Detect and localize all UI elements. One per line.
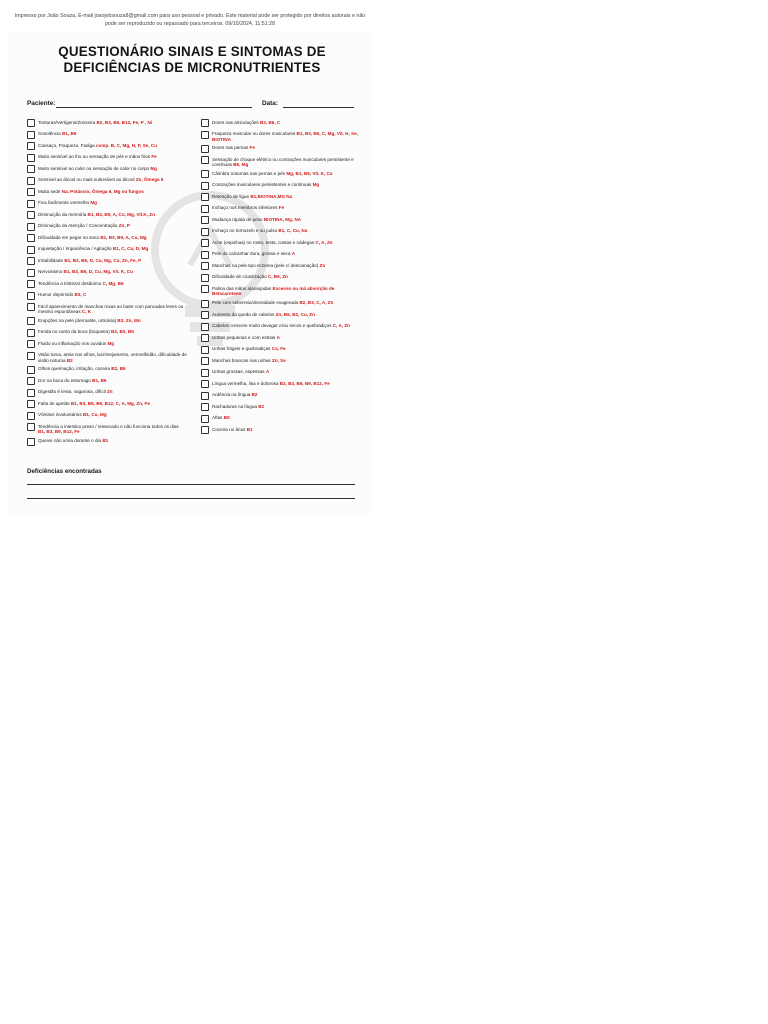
symptom-label <box>27 222 187 229</box>
symptom-label <box>201 379 361 386</box>
symptom-label <box>27 388 187 395</box>
symptom-item <box>27 388 187 398</box>
symptom-label <box>201 345 361 352</box>
symptom-item <box>201 273 361 283</box>
symptom-checkbox[interactable] <box>201 300 209 308</box>
symptom-text: Aftas <box>212 415 224 421</box>
symptom-item <box>27 153 187 163</box>
symptom-nutrients: B2, B6 <box>111 366 126 372</box>
symptom-label <box>201 215 361 222</box>
symptom-label <box>27 328 187 335</box>
symptom-item <box>201 414 361 424</box>
symptom-label <box>201 414 361 421</box>
symptom-nutrients: B1, Cu, Mg <box>82 412 107 418</box>
symptom-nutrients: B2, B3, B6, B12, Fe, P , Ni <box>96 119 153 125</box>
symptom-nutrients: B1, B3, B9, B12, Fe <box>38 429 80 435</box>
symptom-nutrients: B1, B3, B6, B9, B12, C, A, Mg, Zn, Fe <box>70 400 150 406</box>
symptom-checkbox[interactable] <box>201 334 209 342</box>
symptom-item <box>27 222 187 232</box>
symptom-text: Tendência a tristeza/ desânimo <box>38 280 103 286</box>
symptom-label <box>201 391 361 398</box>
symptom-nutrients: A <box>265 369 270 375</box>
symptom-checkbox[interactable] <box>27 389 35 397</box>
symptom-item <box>201 379 361 389</box>
symptom-checkbox[interactable] <box>27 269 35 277</box>
symptom-nutrients: B9 <box>223 415 230 421</box>
symptom-text: Digestão é lenta, vagarosa, difícil <box>38 389 107 395</box>
date-field[interactable] <box>283 107 354 108</box>
symptom-label <box>27 176 187 183</box>
symptom-nutrients: Zn <box>319 262 326 268</box>
symptom-text: Falta de apetite <box>38 400 71 406</box>
symptom-label <box>201 144 361 151</box>
symptom-nutrients: Mg <box>312 182 320 188</box>
symptom-item <box>201 155 361 168</box>
symptoms-right-column <box>201 118 361 437</box>
symptom-label <box>27 422 187 435</box>
symptom-text: Aumento da queda de cabelos <box>212 311 276 317</box>
symptom-nutrients: B1, B3, B6, D, Cu, Mg, Vit. K, Cu <box>63 269 133 274</box>
symptom-checkbox[interactable] <box>27 223 35 231</box>
symptom-item <box>27 411 187 421</box>
symptom-label <box>201 192 361 199</box>
symptom-checkbox[interactable] <box>201 346 209 354</box>
symptom-text: Pele do calcanhar dura, grossa e seca <box>212 251 292 257</box>
symptom-nutrients: A <box>276 334 280 340</box>
symptom-label <box>201 130 361 143</box>
symptom-label <box>27 130 187 137</box>
symptom-text: Queixe não urina durante o dia <box>38 438 103 444</box>
symptom-nutrients: B1,BIOTINA,MG Na <box>250 193 293 199</box>
symptom-label <box>201 238 361 245</box>
symptom-text: Contrações musculares persistentes e contínuas <box>212 182 313 188</box>
symptom-item <box>201 322 361 332</box>
symptom-nutrients: C, K <box>81 309 92 315</box>
symptom-label <box>201 356 361 363</box>
symptom-checkbox[interactable] <box>201 357 209 365</box>
symptom-item <box>27 339 187 349</box>
symptom-text: Inchaço nos membros inferiores <box>212 205 279 211</box>
symptom-label <box>27 376 187 383</box>
symptom-nutrients: Ca, Fe <box>271 346 286 352</box>
symptom-nutrients: A <box>291 251 296 257</box>
symptom-checkbox[interactable] <box>27 366 35 374</box>
symptom-checkbox[interactable] <box>201 239 209 247</box>
symptom-item <box>201 215 361 225</box>
symptom-item <box>201 356 361 366</box>
symptom-item <box>27 328 187 338</box>
symptom-nutrients: B1, C, Cu, Na <box>278 228 308 234</box>
symptom-item <box>201 284 361 297</box>
symptom-text: Diminuição da Atenção / Concentração <box>38 223 119 228</box>
symptom-text: Olhos queimação, irritação, coceira <box>38 366 112 372</box>
symptom-item <box>201 310 361 320</box>
symptom-checkbox[interactable] <box>27 340 35 348</box>
symptom-checkbox[interactable] <box>27 257 35 265</box>
symptom-checkbox[interactable] <box>201 285 209 293</box>
symptom-text: Retenção de ligue <box>212 193 251 199</box>
symptom-checkbox[interactable] <box>27 423 35 431</box>
symptom-label <box>201 299 361 306</box>
symptom-text: Dores nas articulações <box>212 119 261 125</box>
symptom-checkbox[interactable] <box>201 251 209 259</box>
symptom-nutrients: C, Mg, B6 <box>102 280 124 286</box>
symptom-nutrients: Mg, B1, B6, Vit. K, Ca <box>286 170 333 176</box>
symptom-item <box>201 333 361 343</box>
deficiencies-line-2[interactable] <box>27 498 355 499</box>
symptom-text: Unhas frágeis e quebradiças <box>212 346 272 352</box>
symptom-label <box>27 199 187 206</box>
symptom-checkbox[interactable] <box>201 193 209 201</box>
symptom-nutrients: Mg <box>107 340 115 346</box>
symptom-nutrients: Excesso ou má absorção de Betacaroteno <box>212 285 335 297</box>
symptom-nutrients: Zn, P <box>118 223 130 228</box>
symptom-checkbox[interactable] <box>27 119 35 127</box>
symptom-checkbox[interactable] <box>201 392 209 400</box>
symptom-text: Sensível ao álcool ou mais vulnerável ao álcool <box>38 177 136 182</box>
symptom-nutrients: B1 <box>102 438 109 444</box>
symptom-checkbox[interactable] <box>201 131 209 139</box>
symptom-item <box>201 391 361 401</box>
symptom-text: Erupções na pele (dermatite, urticária) <box>38 317 118 323</box>
symptom-item <box>27 316 187 326</box>
symptom-checkbox[interactable] <box>201 262 209 270</box>
symptom-label <box>201 181 361 188</box>
symptom-checkbox[interactable] <box>201 380 209 388</box>
symptom-checkbox[interactable] <box>27 329 35 337</box>
symptom-label <box>201 402 361 409</box>
symptom-nutrients: C, A, Zn <box>315 239 333 245</box>
symptom-text: Visão turva, areia nos olhos, lacrimejamento, vermelhidão, dificuldade de visão noturna <box>38 352 187 363</box>
symptom-item <box>201 169 361 179</box>
symptom-label <box>27 411 187 418</box>
symptom-item <box>27 187 187 197</box>
symptom-text: Manchas na pele tipo eczema (pele c/ descamação) <box>212 262 320 268</box>
symptom-text: Cansaço, Fraqueza, Fadiga <box>38 142 96 148</box>
symptom-text: Irritabilidade <box>38 257 65 263</box>
symptom-checkbox[interactable] <box>201 228 209 236</box>
symptom-nutrients: comp. B, C, Mg, H, P, Se, Cu <box>95 142 157 148</box>
symptom-checkbox[interactable] <box>201 156 209 164</box>
symptom-label <box>27 316 187 323</box>
symptom-text: Mudança rápida de peso <box>212 216 264 222</box>
symptom-text: Muita sede <box>38 188 62 194</box>
symptom-nutrients: B6, Mg <box>233 162 249 168</box>
symptom-nutrients: B1, B3, B9, A, Cu, Mg <box>100 234 147 240</box>
symptom-text: Dores nas pernas <box>212 145 250 151</box>
symptom-item <box>27 199 187 209</box>
symptom-checkbox[interactable] <box>27 211 35 219</box>
symptom-nutrients: B1, B6 <box>62 131 77 136</box>
symptom-label <box>27 233 187 240</box>
symptom-checkbox[interactable] <box>201 426 209 434</box>
symptom-nutrients: B2 <box>251 392 258 398</box>
symptom-checkbox[interactable] <box>201 145 209 153</box>
symptom-label <box>27 279 187 286</box>
symptom-checkbox[interactable] <box>201 205 209 213</box>
symptom-item <box>27 164 187 174</box>
symptom-item <box>201 261 361 271</box>
symptom-text: Sonolência <box>38 131 63 136</box>
title-line-1: QUESTIONÁRIO SINAIS E SINTOMAS DE <box>58 44 326 59</box>
symptom-item <box>27 130 187 140</box>
symptom-nutrients: B2, B3, B6 <box>111 329 134 335</box>
symptom-label <box>27 302 187 315</box>
document-title <box>20 44 364 76</box>
symptom-label <box>27 256 187 263</box>
symptom-label <box>27 118 187 125</box>
symptom-label <box>201 261 361 268</box>
symptom-item <box>27 399 187 409</box>
symptom-checkbox[interactable] <box>27 412 35 420</box>
symptom-text: Inquietação / Impaciência / Agitação <box>38 246 113 251</box>
symptom-label <box>27 291 187 298</box>
symptom-label <box>27 187 187 194</box>
symptom-item <box>201 144 361 154</box>
symptom-item <box>27 268 187 278</box>
symptom-label <box>27 399 187 406</box>
symptom-nutrients: Mg <box>150 165 157 171</box>
patient-field[interactable] <box>56 107 252 108</box>
symptom-text: Tendência a intestino preso / ressecado e não funciona todos os dias <box>38 423 179 429</box>
symptom-nutrients: Fe <box>151 154 157 159</box>
symptom-text: Muito sensível ao calor ou sensação de calor no corpo <box>38 165 151 171</box>
symptom-nutrients: B2 <box>66 357 73 363</box>
symptom-label <box>27 153 187 160</box>
symptom-text: Ferida no canto da boca (boqueira) <box>38 329 112 335</box>
symptom-label <box>27 210 187 217</box>
symptom-item <box>27 245 187 255</box>
symptom-nutrients: B1, B3, B6, C, Mg, Vit. H, Se, BIOTINA <box>212 131 358 142</box>
symptom-nutrients: B1, C, Cu, D, Mg <box>112 246 149 251</box>
symptom-checkbox[interactable] <box>201 415 209 423</box>
symptom-item <box>201 368 361 378</box>
symptom-item <box>27 141 187 151</box>
symptom-checkbox[interactable] <box>201 119 209 127</box>
symptom-item <box>27 302 187 315</box>
symptom-label <box>201 169 361 176</box>
symptom-checkbox[interactable] <box>27 352 35 360</box>
symptom-item <box>201 118 361 128</box>
symptom-item <box>201 425 361 435</box>
symptom-checkbox[interactable] <box>201 216 209 224</box>
symptom-text: Pele com seborreia/oleosidade exagerada <box>212 300 300 306</box>
symptom-checkbox[interactable] <box>27 292 35 300</box>
symptom-checkbox[interactable] <box>27 377 35 385</box>
symptom-checkbox[interactable] <box>27 317 35 325</box>
symptom-nutrients: B2, B3, B6, B9, B12, Fe <box>279 380 330 386</box>
symptom-text: Dificuldade de cicatrização <box>212 274 268 280</box>
symptom-item <box>27 376 187 386</box>
symptom-text: Ardência na língua <box>212 392 252 398</box>
symptom-checkbox[interactable] <box>201 323 209 331</box>
symptom-text: Língua vermelha, lisa e dolorosa <box>212 380 280 386</box>
symptom-checkbox[interactable] <box>201 274 209 282</box>
print-notice: Impresso por João Souza, E-mail joaojvbsouza8@gmail.com para uso pessoal e privado. Este material pode ser protegido por direitos autorais e não pode ser reproduzido ou repassado para terceiros. 09/10/2024, 11:51:28 <box>14 13 366 27</box>
symptom-item <box>27 437 187 447</box>
symptom-label <box>201 118 361 125</box>
symptom-checkbox[interactable] <box>201 311 209 319</box>
symptom-text: Unhas grossas, espessas <box>212 369 266 375</box>
symptom-nutrients: Fe <box>249 145 255 151</box>
symptom-nutrients: B1 <box>246 426 253 432</box>
symptom-text: Inchaço no tornozelo e ou pulso <box>212 228 279 234</box>
symptom-item <box>27 118 187 128</box>
symptom-item <box>201 204 361 214</box>
symptom-text: Acne (espinhas) no rosto, testa, costas e nádegas <box>212 239 316 245</box>
symptom-label <box>27 164 187 171</box>
deficiencies-line-1[interactable] <box>27 484 355 485</box>
date-label: Data: <box>262 100 278 107</box>
symptom-text: Manchas brancas nas unhas <box>212 357 273 363</box>
symptom-nutrients: B2, B6, C <box>260 119 281 125</box>
symptom-label <box>201 322 361 329</box>
symptom-checkbox[interactable] <box>27 400 35 408</box>
symptom-checkbox[interactable] <box>27 246 35 254</box>
symptom-nutrients: B1, B3, B6, D, Cu, Mg, Cu, Zn, Fe, P <box>64 257 142 263</box>
symptom-label <box>201 284 361 297</box>
symptom-item <box>201 250 361 260</box>
symptom-text: Tonturas/Vertigens/Zonzeira <box>38 119 97 125</box>
symptom-text: Câimbra noturnas nas pernas e pés <box>212 170 287 176</box>
symptom-label <box>201 425 361 432</box>
symptom-item <box>27 279 187 289</box>
symptom-item <box>27 256 187 266</box>
symptom-text: Humor deprimido <box>38 292 75 297</box>
symptom-item <box>27 233 187 243</box>
symptom-nutrients: B3, C <box>74 292 87 297</box>
title-line-2: DEFICIÊNCIAS DE MICRONUTRIENTES <box>63 60 321 75</box>
symptom-checkbox[interactable] <box>201 369 209 377</box>
symptom-item <box>201 227 361 237</box>
symptom-text: Muito sensível ao frio ou sensação de pés e mãos frios <box>38 154 152 159</box>
symptom-nutrients: Zn, Ômega 6 <box>135 177 164 182</box>
symptom-nutrients: B1, B3, B9, A, Cu, Mg, Vit.K, Zn <box>87 211 155 217</box>
symptom-text: Fica facilmente vermelho <box>38 200 91 205</box>
symptom-text: Palma das mãos alaranjadas <box>212 285 273 291</box>
symptom-checkbox[interactable] <box>27 131 35 139</box>
symptom-label <box>201 250 361 257</box>
symptom-checkbox[interactable] <box>27 234 35 242</box>
symptom-item <box>201 345 361 355</box>
symptom-nutrients: Na, Potássio, Ômega 6, Mg ou fungos <box>61 188 144 194</box>
symptom-nutrients: B3, Zn, Mn <box>117 317 141 323</box>
symptom-text: Vômitos involuntários <box>38 412 83 418</box>
symptom-text: Nervosismo <box>38 269 64 274</box>
symptom-label <box>201 204 361 211</box>
symptom-text: Rachaduras na língua <box>212 403 259 409</box>
symptom-label <box>27 339 187 346</box>
symptom-nutrients: Zn <box>106 389 113 395</box>
symptom-text: Dor na boca do estomago <box>38 377 93 383</box>
symptom-nutrients: B1, B6 <box>92 377 107 383</box>
symptom-label <box>27 141 187 148</box>
symptom-checkbox[interactable] <box>27 200 35 208</box>
symptom-item <box>201 130 361 143</box>
symptom-checkbox[interactable] <box>27 142 35 150</box>
symptom-item <box>27 210 187 220</box>
symptom-checkbox[interactable] <box>27 188 35 196</box>
symptom-label <box>201 155 361 168</box>
symptom-checkbox[interactable] <box>27 177 35 185</box>
symptom-nutrients: B2 <box>258 403 265 409</box>
symptom-checkbox[interactable] <box>27 154 35 162</box>
symptom-label <box>201 227 361 234</box>
symptom-item <box>27 422 187 435</box>
symptom-label <box>201 368 361 375</box>
symptom-text: Dificuldade em pegar no sono <box>38 234 101 240</box>
symptom-nutrients: B2, B3, C, A, Zn <box>299 300 334 306</box>
symptom-label <box>27 245 187 252</box>
symptom-item <box>27 351 187 364</box>
symptom-label <box>27 365 187 372</box>
patient-label: Paciente: <box>27 100 56 107</box>
symptom-nutrients: Fe <box>278 205 285 211</box>
symptom-nutrients: Zn, Se <box>272 357 286 363</box>
symptom-nutrients: BIOTINA, Mg, NA <box>263 216 302 222</box>
symptom-checkbox[interactable] <box>201 182 209 190</box>
symptom-label <box>27 351 187 364</box>
patient-row <box>27 100 357 110</box>
symptoms-left-column <box>27 118 187 448</box>
symptom-item <box>201 181 361 191</box>
symptom-item <box>27 176 187 186</box>
symptom-item <box>201 238 361 248</box>
symptom-nutrients: Zn, B6, B2, Cu, Zn <box>275 311 315 317</box>
symptom-item <box>201 402 361 412</box>
symptom-text: Fluido ou inflamação nos ouvidos <box>38 340 108 346</box>
symptom-text: Fraqueza muscular ou dores musculares <box>212 131 297 136</box>
symptom-nutrients: C, B6, Zn <box>267 274 288 280</box>
symptom-text: Sensação de choque elétrico ou contrações musculares persistente e contínuas <box>212 156 354 168</box>
symptom-checkbox[interactable] <box>27 438 35 446</box>
symptom-text: Fácil aparecimento de manchas roxas ao bater com pancadas leves ou mesmo espontâneas <box>38 303 184 315</box>
symptom-label <box>27 437 187 444</box>
symptom-label <box>201 333 361 340</box>
symptom-text: Diminuição da memória <box>38 211 88 217</box>
symptom-checkbox[interactable] <box>201 403 209 411</box>
symptom-label <box>201 310 361 317</box>
symptom-checkbox[interactable] <box>27 280 35 288</box>
symptom-checkbox[interactable] <box>201 170 209 178</box>
symptom-label <box>201 273 361 280</box>
symptom-checkbox[interactable] <box>27 303 35 311</box>
symptom-nutrients: C, A, Zn <box>332 323 350 329</box>
symptom-item <box>201 299 361 309</box>
symptom-text: Coceira no ânus <box>212 426 247 432</box>
symptom-item <box>201 192 361 202</box>
symptom-checkbox[interactable] <box>27 165 35 173</box>
symptom-text: Cabelos crescem muito devagar e/ou secos e quebradiços <box>212 323 333 329</box>
symptom-item <box>27 291 187 301</box>
symptom-label <box>27 268 187 275</box>
deficiencies-title: Deficiências encontradas <box>27 468 102 475</box>
symptom-nutrients: Mg <box>90 200 97 205</box>
symptom-text: Unhas pequenas e com estrias <box>212 334 277 340</box>
symptom-item <box>27 365 187 375</box>
